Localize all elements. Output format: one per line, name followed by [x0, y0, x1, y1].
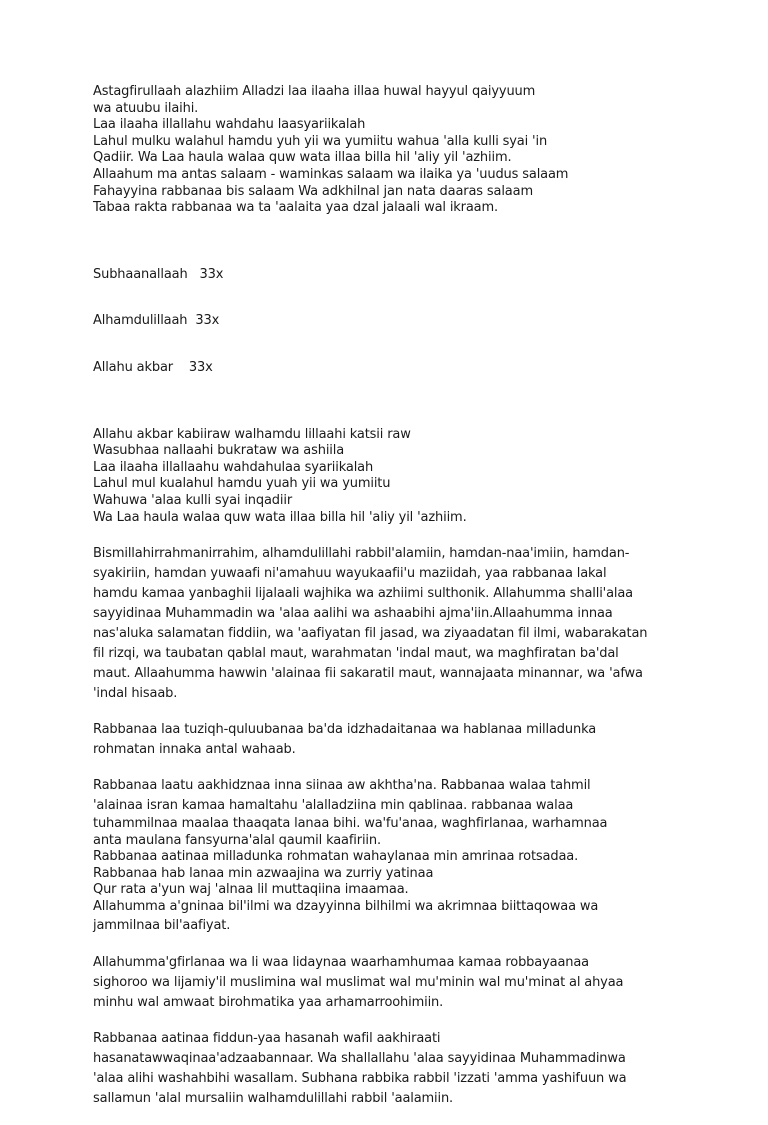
- text-line: anta maulana fansyurna'alal qaumil kaafiriin.: [93, 832, 381, 848]
- text-line: hasanatawwaqinaa'adzaabannaar. Wa shallallahu 'alaa sayyidinaa Muhammadinwa: [93, 1050, 626, 1066]
- text-line: 'alainaa isran kamaa hamaltahu 'alalladziina min qablinaa. rabbanaa walaa: [93, 798, 574, 814]
- text-line: rohmatan innaka antal wahaab.: [93, 742, 296, 758]
- text-line: Alhamdulillaah 33x: [93, 313, 220, 329]
- text-line: jammilnaa bil'aafiyat.: [93, 917, 231, 933]
- text-line: Laa ilaaha illallaahu wahdahulaa syariikalah: [93, 459, 374, 475]
- text-line: 'indal hisaab.: [93, 686, 178, 702]
- text-line: sighoroo wa lijamiy'il muslimina wal muslimat wal mu'minin wal mu'minat al ahyaa: [93, 974, 624, 990]
- text-line: Lahul mulku walahul hamdu yuh yii wa yumiitu wahua 'alla kulli syai 'in: [93, 133, 548, 149]
- text-line: tuhammilnaa maalaa thaaqata lanaa bihi. wa'fu'anaa, waghfirlanaa, warhamnaa: [93, 816, 608, 832]
- text-line: Allahu akbar kabiiraw walhamdu lillaahi katsii raw: [93, 426, 411, 442]
- text-line: Qadiir. Wa Laa haula walaa quw wata illaa billa hil 'aliy yil 'azhiim.: [93, 150, 512, 166]
- text-line: nas'aluka salamatan fiddiin, wa 'aafiyatan fil jasad, wa ziyaadatan fil ilmi, wabarakatan: [93, 626, 648, 642]
- rabbanaa-aakhidznaa-paragraph: [93, 776, 678, 936]
- text-line: Subhaanallaah 33x: [93, 266, 224, 282]
- takbir-block: [93, 427, 678, 527]
- text-line: Rabbanaa laatu aakhidznaa inna siinaa aw akhtha'na. Rabbanaa walaa tahmil: [93, 778, 591, 794]
- text-line: Allahumma'gfirlanaa wa li waa lidaynaa waarhamhumaa kamaa robbayaanaa: [93, 954, 590, 970]
- text-line: Astagfirullaah alazhiim Alladzi laa ilaaha illaa huwal hayyul qaiyyuum: [93, 84, 536, 99]
- text-line: fil rizqi, wa taubatan qablal maut, warahmatan 'indal maut, wa maghfiratan ba'dal: [93, 646, 619, 662]
- text-line: hamdu kamaa yanbaghii lijalaali wajhika wa azhiimi sulthonik. Allahumma shalli'alaa: [93, 586, 633, 602]
- bismillah-paragraph: [93, 544, 678, 704]
- text-line: sayyidinaa Muhammadin wa 'alaa aalihi wa ashaabihi ajma'iin.Allaahumma innaa: [93, 606, 613, 622]
- text-line: Laa ilaaha illallahu wahdahu laasyariikalah: [93, 117, 366, 133]
- text-line: Wasubhaa nallaahi bukrataw wa ashiila: [93, 443, 345, 459]
- rabbanaa-aatinaa-paragraph: [93, 1029, 678, 1109]
- text-line: maut. Allaahumma hawwin 'alainaa fii sakaratil maut, wannajaata minannar, wa 'afwa: [93, 666, 643, 682]
- text-line: 'alaa alihi washahbihi wasallam. Subhana rabbika rabbil 'izzati 'amma yashifuun wa: [93, 1070, 627, 1086]
- allahumma-gfirlanaa-paragraph: [93, 953, 678, 1013]
- text-line: Wa Laa haula walaa quw wata illaa billa hil 'aliy yil 'azhiim.: [93, 509, 467, 525]
- document-page: [93, 84, 678, 1125]
- text-line: Lahul mul kualahul hamdu yuah yii wa yumiitu: [93, 476, 391, 492]
- text-line: Rabbanaa hab lanaa min azwaajina wa zurriy yatinaa: [93, 865, 434, 881]
- istighfar-block: [93, 84, 678, 217]
- text-line: Tabaa rakta rabbanaa wa ta 'aalaita yaa dzal jalaali wal ikraam.: [93, 200, 498, 216]
- text-line: Rabbanaa aatinaa milladunka rohmatan wahaylanaa min amrinaa rotsadaa.: [93, 849, 579, 865]
- rabbanaa-tuziqh-paragraph: [93, 720, 678, 760]
- tasbih-block: [93, 237, 678, 407]
- text-line: Rabbanaa laa tuziqh-quluubanaa ba'da idzhadaitanaa wa hablanaa milladunka: [93, 722, 597, 738]
- text-line: Rabbanaa aatinaa fiddun-yaa hasanah wafil aakhiraati: [93, 1030, 441, 1046]
- text-line: Bismillahirrahmanirrahim, alhamdulillahi rabbil'alamiin, hamdan-naa'imiin, hamdan-: [93, 546, 630, 562]
- text-line: Allaahum ma antas salaam - waminkas salaam wa ilaika ya 'uudus salaam: [93, 166, 569, 182]
- text-line: minhu wal amwaat birohmatika yaa arhamarroohimiin.: [93, 994, 444, 1010]
- text-line: Fahayyina rabbanaa bis salaam Wa adkhilnal jan nata daaras salaam: [93, 183, 533, 199]
- text-line: Allahumma a'gninaa bil'ilmi wa dzayyinna bilhilmi wa akrimnaa biittaqowaa wa: [93, 899, 599, 915]
- text-line: sallamun 'alal mursaliin walhamdulillahi rabbil 'aalamiin.: [93, 1090, 454, 1106]
- text-line: Allahu akbar 33x: [93, 359, 213, 375]
- text-line: wa atuubu ilaihi.: [93, 100, 199, 116]
- text-line: Wahuwa 'alaa kulli syai inqadiir: [93, 492, 293, 508]
- text-line: syakiriin, hamdan yuwaafi ni'amahuu wayukaafii'u maziidah, yaa rabbanaa lakal: [93, 566, 607, 582]
- text-line: Qur rata a'yun waj 'alnaa lil muttaqiina imaamaa.: [93, 882, 409, 898]
